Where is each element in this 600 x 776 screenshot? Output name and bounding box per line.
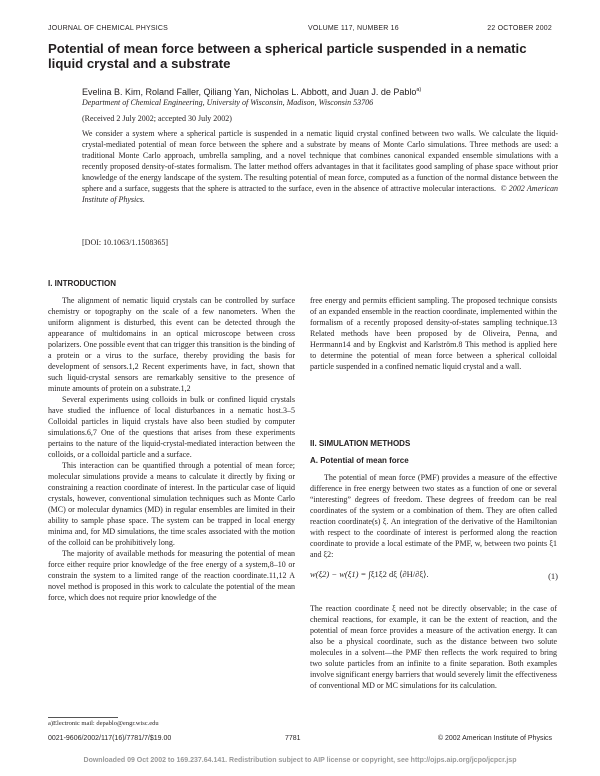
pmf-paragraph: The potential of mean force (PMF) provides a measure of the effective difference in free energy between two states as a function of one or several “interesting” degrees of freedom. These degrees of freedom can be real coordinates of the system or a combination of them. They are often called reaction coordinate(s) ξ. An integration of the derivative of the Hamiltonian with respect to the coordinate of interest is performed along the reaction coordinate to provide a local estimate of the PMF, w, between two points ξ1 and ξ2: — [310, 473, 557, 559]
equation-1 — [310, 563, 558, 591]
doi[interactable]: [DOI: 10.1063/1.1508365] — [82, 238, 168, 247]
abstract-text: We consider a system where a spherical particle is suspended in a nematic liquid crystal confined between two walls. We calculate the liquid-crystal-mediated potential of mean force between the sphere and a substrate by means of Monte Carlo simulations. Three methods are used: a traditional Monte Carlo approach, umbrella sampling, and a novel technique that combines canonical expanded ensemble simulations with a recently proposed density-of-states formalism. The latter method offers advantages in that it facilitates good sampling of phase space without prior knowledge of the energy landscape of the system. The resulting potential of mean force, computed as a function of the normal distance between the sphere and a surface, suggests that the sphere is attracted to the surface, even in the absence of attractive molecular interactions. — [82, 129, 558, 193]
received-dates: (Received 2 July 2002; accepted 30 July 2002) — [82, 114, 232, 123]
section-heading-introduction: I. INTRODUCTION — [48, 279, 116, 288]
intro-paragraph: The majority of available methods for measuring the potential of mean force either require prior knowledge of the free energy of a system,8–10 or constrain the system to a limited range of the reaction coordinate.11,12 A novel method is proposed in this work to calculate the potential of the mean force, which does not require prior knowledge of the — [48, 549, 295, 602]
footnote: a)Electronic mail: depablo@engr.wisc.edu — [48, 720, 159, 727]
author-list — [82, 87, 562, 97]
footer-copyright: © 2002 American Institute of Physics — [437, 735, 552, 742]
equation-number: (1) — [548, 571, 558, 581]
affiliation: Department of Chemical Engineering, University of Wisconsin, Madison, Wisconsin 53706 — [82, 98, 374, 107]
issue-date: 22 OCTOBER 2002 — [487, 25, 552, 32]
right-column-top — [310, 295, 557, 372]
journal-name: JOURNAL OF CHEMICAL PHYSICS — [48, 25, 169, 32]
article-title: Potential of mean force between a spherical particle suspended in a nematic liquid crystal and a substrate — [48, 41, 527, 71]
equation-rhs: ∫ξ1ξ2 dξ ⟨∂H/∂ξ⟩. — [368, 569, 429, 579]
volume-number: VOLUME 117, NUMBER 16 — [308, 25, 399, 32]
left-column — [48, 295, 295, 603]
authors-text: Evelina B. Kim, Roland Faller, Qiliang Yan, Nicholas L. Abbott, and Juan J. de Pablo — [82, 87, 417, 97]
equation-lhs: w(ξ2) − w(ξ1) = — [310, 569, 369, 579]
abstract — [82, 128, 558, 205]
section-heading-simulation-methods: II. SIMULATION METHODS — [310, 439, 411, 448]
intro-paragraph: This interaction can be quantified through a potential of mean force; molecular simulations provide a means to calculate it directly by fixing or constraining a reaction coordinate of interest. In the particular case of liquid crystals, however, conventional simulation techniques such as Monte Carlo (MC) or molecular dynamics (MD) in regular ensembles are limited in their ability to sample phase space. The system can be trapped in local energy minima and, for MD simulations, the time scales associated with the motion of the colloid can be prohibitively long. — [48, 461, 295, 547]
footnote-rule — [48, 717, 118, 718]
footer-issn: 0021-9606/2002/117(16)/7781/7/$19.00 — [48, 735, 172, 742]
equation-body — [310, 569, 429, 580]
after-equation-paragraph: The reaction coordinate ξ need not be directly observable; in the case of chemical reactions, for example, it can be the extent of reaction, and the potential of mean force provides a measure of the activation energy. It can also be a physical coordinate, such as the distance between two solute molecules in a solvent—the PMF then reflects the work required to bring two solute particles from an infinite to a finite separation. Both examples involve significant energy barriers that would severely limit the effectiveness of conventional MD or MC simulations for its calculation. — [310, 604, 557, 690]
subsection-heading-pmf: A. Potential of mean force — [310, 456, 409, 465]
page-number: 7781 — [285, 735, 301, 742]
pmf-column — [310, 472, 557, 560]
download-notice: Downloaded 09 Oct 2002 to 169.237.64.141. Redistribution subject to AIP license or copyright, see http://ojps.aip.org/jcpo/jcpcr.jsp — [83, 757, 517, 764]
intro-paragraph: The alignment of nematic liquid crystals can be controlled by surface chemistry or topography on the scale of a few nanometers. When the uniform alignment is disturbed, this event can be detected through the appearance of multidomains in an optical microscope between cross polarizers. One possible event that can trigger this transition is the binding of a protein or a virus to the surface, thereby providing the basis for development of sensors.1,2 Recent experiments have, in fact, shown that such liquid-crystal sensors are remarkably sensitive to the presence of minute amounts of protein on a substrate.1,2 — [48, 296, 295, 393]
abstract-copyright: © 2002 American Institute of Physics. — [82, 184, 559, 204]
intro-paragraph: Several experiments using colloids in bulk or confined liquid crystals have studied the influence of local disturbances in a nematic host.3–5 Colloidal particles in liquid crystals have also been studied by computer simulations.6,7 One of the questions that arises from these experiments pertains to the nature of the liquid-crystal-mediated interaction between the colloids, or a colloidal particle and a surface. — [48, 395, 295, 459]
intro-continuation: free energy and permits efficient sampling. The proposed technique consists of an expanded ensemble in the reaction coordinate, implemented within the formalism of a recently proposed density-of-states sampling technique.13 Related methods have been proposed by de Oliveira, Penna, and Herrmann14 and by Engkvist and Karlström.8 This method is applied here to determine the potential of mean force between a spherical colloidal particle suspended in a confined nematic liquid crystal and a wall. — [310, 296, 557, 371]
after-equation-column — [310, 603, 557, 691]
author-footnote-mark: a) — [416, 87, 422, 93]
